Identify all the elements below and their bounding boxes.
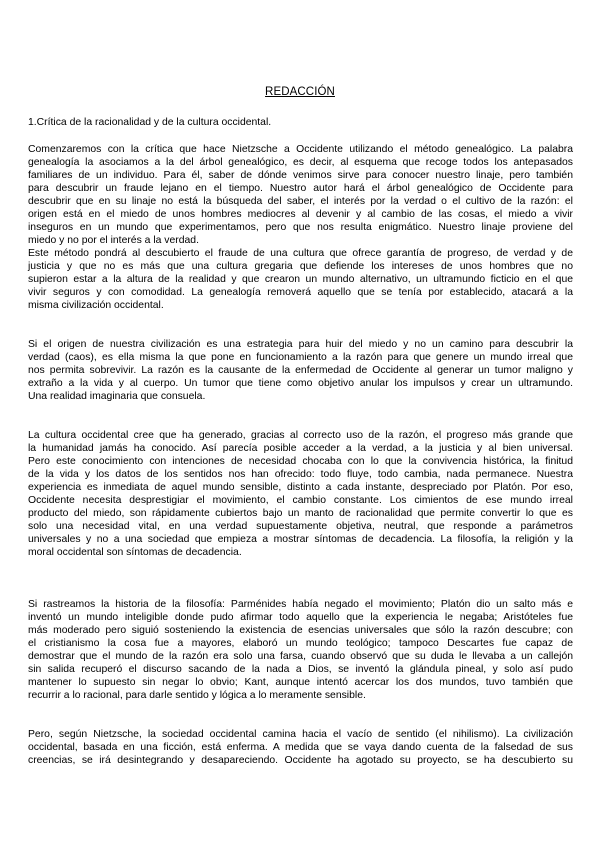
text-line: inventó un mundo inteligible donde pudo afirmar todo aquello que la experiencia le negaba; Aristóteles fue [28, 612, 573, 623]
text-line: universales y no a una sociedad que empieza a mostrar síntomas de decadencia. La filosofía, la religión y la [28, 534, 573, 545]
text-line: La cultura occidental cree que ha generado, gracias al correcto uso de la razón, el progreso más grande que [28, 430, 573, 441]
text-line: la humanidad jamás ha conocido. Así parecía posible acceder a la verdad, a la justicia y al bien universal. [28, 443, 573, 454]
text-line: supieron estar a la altura de la realidad y que crearon un mundo alternativo, un ultramundo ficticio en el que [28, 274, 573, 285]
text-line: el cristianismo la cosa fue a mayores, elaboró un mundo teológico; tampoco Descartes fue capaz de [28, 638, 573, 649]
text-line: más moderado pero siguió sosteniendo la existencia de esencias universales que sólo la razón descubre; con [28, 625, 573, 636]
text-line: verdad (caos), es ella misma la que pone en funcionamiento a la razón para que genere un mundo irreal que [28, 352, 573, 363]
text-line: creencias, se irá desintegrando y desapareciendo. Occidente ha agotado su proyecto, se ha descubierto su [28, 755, 573, 766]
text-line: producto del miedo, son rápidamente cubiertos bajo un manto de racionalidad que permite convertir lo que es [28, 508, 573, 519]
paragraph-method-reveals-fraud [28, 247, 573, 312]
text-line: solo una necesidad vital, en una verdad supuestamente objetiva, neutral, que responde a parámetros [28, 521, 573, 532]
text-line: justicia y que no es más que una cultura gregaria que defiende los intereses de unos hombres que no [28, 261, 573, 272]
text-line: misma civilización occidental. [28, 300, 164, 311]
text-line: demostrar que el mundo de la razón era solo una farsa, cuando observó que su duda le llevaba a un callejón [28, 651, 573, 662]
text-line: sin salida recuperó el discurso sacando de la nada a Dios, se inventó la glándula pineal, y solo así pudo [28, 664, 573, 675]
text-line: de la vida y los datos de los sentidos nos han ofrecido: todo fluye, todo cambia, nada permanece. Nuestra [28, 469, 573, 480]
text-line: Pero, según Nietzsche, la sociedad occidental camina hacia el vacío de sentido (el nihilismo). La civilización [28, 729, 573, 740]
paragraph-genealogy-method [28, 143, 573, 247]
text-line: Comenzaremos con la crítica que hace Nietzsche a Occidente utilizando el método genealógico. La palabra [28, 144, 573, 155]
text-line: extraño a la vida y al cuerpo. Un tumor que tiene como objetivo anular los impulsos y crear un ultramundo. [28, 378, 573, 389]
text-line: experiencia es inmediata de aquel mundo sensible, distinto a cada instante, despreciado por Platón. Por eso, [28, 482, 573, 493]
text-line: vivir seguros y con comodidad. La genealogía removerá aquello que se tenía por establecido, atacará a la [28, 287, 573, 298]
document-title: REDACCIÓN [265, 86, 335, 98]
text-line: moral occidental son síntomas de decadencia. [28, 547, 242, 558]
text-line: recurrir a lo racional, para darle sentido y lógica a lo meramente sensible. [28, 690, 366, 701]
text-line: mantener lo supuesto sin negar lo obvio; Kant, aunque intentó acercar los dos mundos, tuvo también que [28, 677, 573, 688]
paragraph-western-culture-progress [28, 429, 573, 559]
text-line: occidental, basada en una ficción, está enferma. A medida que se vaya dando cuenta de la falsedad de sus [28, 742, 573, 753]
paragraph-history-of-philosophy [28, 598, 573, 702]
text-line: nos permita sobrevivir. La razón es la causante de la enfermedad de Occidente al generar un tumor maligno y [28, 365, 573, 376]
text-line: Este método pondrá al descubierto el fraude de una cultura que ofrece garantía de progreso, de verdad y de [28, 248, 573, 259]
text-line: origen está en el miedo de unos hombres mediocres al devenir y al cambio de las cosas, el miedo a vivir [28, 209, 573, 220]
text-line: genealogía la asociamos a la del árbol genealógico, es decir, al esquema que recoge todos los antepasados [28, 157, 573, 168]
paragraph-origin-of-civilization [28, 338, 573, 403]
text-line: inseguros en un mundo que experimentamos, pero que nos resulta enigmático. Nuestro linaje proviene del [28, 222, 573, 233]
text-line: Occidente necesita desprestigiar el movimiento, el cambio constante. Los cimientos de ese mundo irreal [28, 495, 573, 506]
text-line: Pero este conocimiento con intenciones de necesidad chocaba con lo que la convivencia histórica, la finitud [28, 456, 573, 467]
text-line: Si el origen de nuestra civilización es una estrategia para huir del miedo y no un camino para descubrir la [28, 339, 573, 350]
text-line: Si rastreamos la historia de la filosofía: Parménides había negado el movimiento; Platón dio un salto más e [28, 599, 573, 610]
text-line: miedo y no por el interés a la verdad. [28, 235, 199, 246]
section-heading: 1.Crítica de la racionalidad y de la cultura occidental. [28, 117, 272, 128]
text-line: Una realidad imaginaria que consuela. [28, 391, 206, 402]
text-line: para descubrir un fraude lejano en el tiempo. Nuestro autor hará el árbol genealógico de Occidente para [28, 183, 573, 194]
text-line: descubrir que en su linaje no está la búsqueda del saber, el interés por la verdad o el cultivo de la razón: el [28, 196, 573, 207]
text-line: familiares de un individuo. Para él, saber de dónde venimos sirve para conocer nuestro linaje, pero también [28, 170, 573, 181]
paragraph-nihilism [28, 728, 573, 767]
